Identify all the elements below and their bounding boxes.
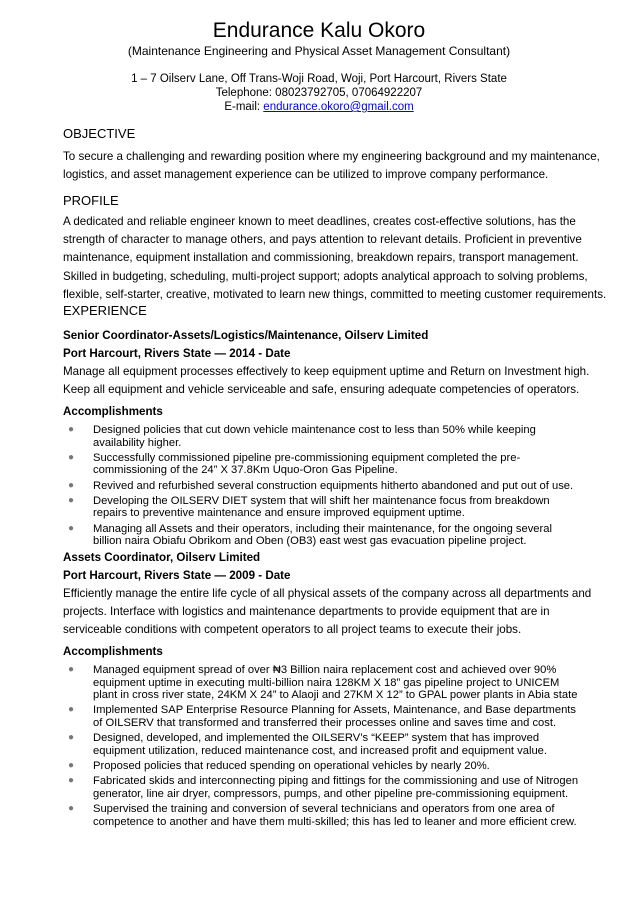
list-item-line: Revived and refurbished several construction equipments hitherto abandoned and put out of use. xyxy=(93,479,574,492)
list-item-line: commissioning of the 24” X 37.8Km Uquo-Oron Gas Pipeline. xyxy=(93,464,398,477)
list-item-line: Managing all Assets and their operators, including their maintenance, for the ongoing several xyxy=(93,522,552,535)
accomplishments-heading: Accomplishments xyxy=(63,645,163,658)
list-item xyxy=(63,760,618,773)
bullet-dot-icon: ● xyxy=(68,494,75,506)
list-item-line: availability higher. xyxy=(93,436,182,449)
job-description-line: Efficiently manage the entire life cycle of all physical assets of the company across all departments and xyxy=(63,587,592,600)
accomplishments-list xyxy=(63,664,618,828)
list-item xyxy=(63,664,618,702)
list-item-line: Designed policies that cut down vehicle maintenance cost to less than 50% while keeping xyxy=(93,424,536,436)
list-item xyxy=(63,775,618,800)
list-item xyxy=(63,452,618,477)
list-item xyxy=(63,424,618,449)
list-item-line: Designed, developed, and implemented the OILSERV’s “KEEP” system that has improved xyxy=(93,732,540,745)
list-item xyxy=(63,704,618,729)
address-line: 1 – 7 Oilserv Lane, Off Trans-Woji Road, Woji, Port Harcourt, Rivers State xyxy=(131,73,507,85)
bullet-dot-icon: ● xyxy=(68,759,75,771)
list-item xyxy=(63,803,618,828)
job-location: Port Harcourt, Rivers State — 2014 - Date xyxy=(63,347,291,360)
job-title: Assets Coordinator, Oilserv Limited xyxy=(63,551,261,564)
list-item-line: generator, line air dryer, compressors, pumps, and other pipeline pre-commissioning equipment. xyxy=(93,787,569,800)
list-item-line: Implemented SAP Enterprise Resource Planning for Assets, Maintenance, and Base departments xyxy=(93,704,576,717)
list-item-line: repairs to preventive maintenance and ensure improved equipment uptime. xyxy=(93,507,465,520)
list-item-line: of OILSERV that transformed and transferred their processes online and saves time and cost. xyxy=(93,716,557,729)
profile-heading: PROFILE xyxy=(63,193,119,208)
objective-line: To secure a challenging and rewarding position where my engineering background and my maintenance, xyxy=(63,150,600,163)
bullet-dot-icon: ● xyxy=(68,479,75,491)
list-item xyxy=(63,732,618,757)
accomplishments-block xyxy=(63,403,618,550)
list-item-line: equipment utilization, reduced maintenance cost, and increased profit and equipment value. xyxy=(93,744,548,757)
job-description xyxy=(63,585,618,639)
objective-text xyxy=(63,148,618,184)
list-item-line: Managed equipment spread of over ₦3 Billion naira replacement cost and achieved over 90% xyxy=(93,664,557,676)
job-description-line: Keep all equipment and vehicle serviceable and safe, ensuring adequate competencies of operators. xyxy=(63,383,580,396)
telephone-line: Telephone: 08023792705, 07064922207 xyxy=(215,87,423,99)
contact-block xyxy=(0,72,638,114)
bullet-dot-icon: ● xyxy=(68,664,75,675)
list-item-line: Proposed policies that reduced spending on operational vehicles by nearly 20%. xyxy=(93,759,490,772)
list-item-line: plant in cross river state, 24KM X 24” to Alaoji and 27KM X 12” to GPAL power plants in Abia state xyxy=(93,689,578,702)
list-item-line: competence to another and have them multi-skilled; this has led to leaner and more efficient crew. xyxy=(93,815,577,828)
profile-text xyxy=(63,213,618,304)
job-description-line: Manage all equipment processes effectively to keep equipment uptime and Return on Investment high. xyxy=(63,365,590,378)
bullet-dot-icon: ● xyxy=(68,732,75,744)
list-item-line: Supervised the training and conversion of several technicians and operators from one area of xyxy=(93,802,555,815)
job-description xyxy=(63,363,618,399)
objective-section xyxy=(63,126,618,184)
bullet-dot-icon: ● xyxy=(68,451,75,463)
accomplishments-list xyxy=(63,424,618,548)
list-item xyxy=(63,495,618,520)
profile-line: maintenance, equipment installation and commissioning, breakdown repairs, transport management. xyxy=(63,251,579,265)
experience-heading-block xyxy=(63,303,618,319)
list-item xyxy=(63,480,618,493)
accomplishments-block xyxy=(63,643,618,831)
job-title: Senior Coordinator-Assets/Logistics/Maintenance, Oilserv Limited xyxy=(63,329,429,342)
list-item xyxy=(63,523,618,548)
email-link[interactable]: endurance.okoro@gmail.com xyxy=(263,101,414,113)
bullet-dot-icon: ● xyxy=(68,424,75,435)
profile-line: flexible, self-starter, creative, motivated to learn new things, committed to meeting customer requirements. xyxy=(63,287,607,301)
profile-line: Skilled in budgeting, scheduling, multi-project support; adopts analytical approach to solving problems, xyxy=(63,269,588,283)
job-location: Port Harcourt, Rivers State — 2009 - Date xyxy=(63,569,291,582)
bullet-dot-icon: ● xyxy=(68,775,75,787)
job-entry xyxy=(63,327,618,399)
profile-section xyxy=(63,193,618,304)
accomplishments-heading: Accomplishments xyxy=(63,405,163,418)
bullet-dot-icon: ● xyxy=(68,802,75,814)
objective-line: logistics, and asset management experience can be utilized to improve company performance. xyxy=(63,168,549,182)
list-item-line: equipment uptime in executing multi-billion naira 128KM X 18” gas pipeline project to UNICEM xyxy=(93,676,560,689)
email-line xyxy=(0,100,638,114)
bullet-dot-icon: ● xyxy=(68,522,75,534)
email-label: E-mail: xyxy=(224,101,264,113)
profile-line: A dedicated and reliable engineer known to meet deadlines, creates cost-effective solutions, has the xyxy=(63,215,576,228)
experience-heading: EXPERIENCE xyxy=(63,303,147,318)
candidate-subtitle: (Maintenance Engineering and Physical Asset Management Consultant) xyxy=(127,44,511,58)
job-entry xyxy=(63,549,618,639)
candidate-name: Endurance Kalu Okoro xyxy=(212,19,426,42)
objective-heading: OBJECTIVE xyxy=(63,126,136,141)
list-item-line: Fabricated skids and interconnecting piping and fittings for the commissioning and use of Nitrogen xyxy=(93,775,579,788)
bullet-dot-icon: ● xyxy=(68,704,75,716)
profile-line: strength of character to manage others, and pays attention to relevant details. Proficient in preventive xyxy=(63,233,582,247)
job-description-line: projects. Interface with logistics and maintenance departments to provide equipment that are in xyxy=(63,605,550,618)
job-description-line: serviceable conditions with competent operators to all project teams to execute their jobs. xyxy=(63,623,522,636)
list-item-line: Developing the OILSERV DIET system that will shift her maintenance focus from breakdown xyxy=(93,494,550,507)
list-item-line: Successfully commissioned pipeline pre-commissioning equipment completed the pre- xyxy=(93,451,521,464)
list-item-line: billion naira Obiafu Obrikom and Oben (OB3) east west gas evacuation pipeline project. xyxy=(93,535,527,548)
